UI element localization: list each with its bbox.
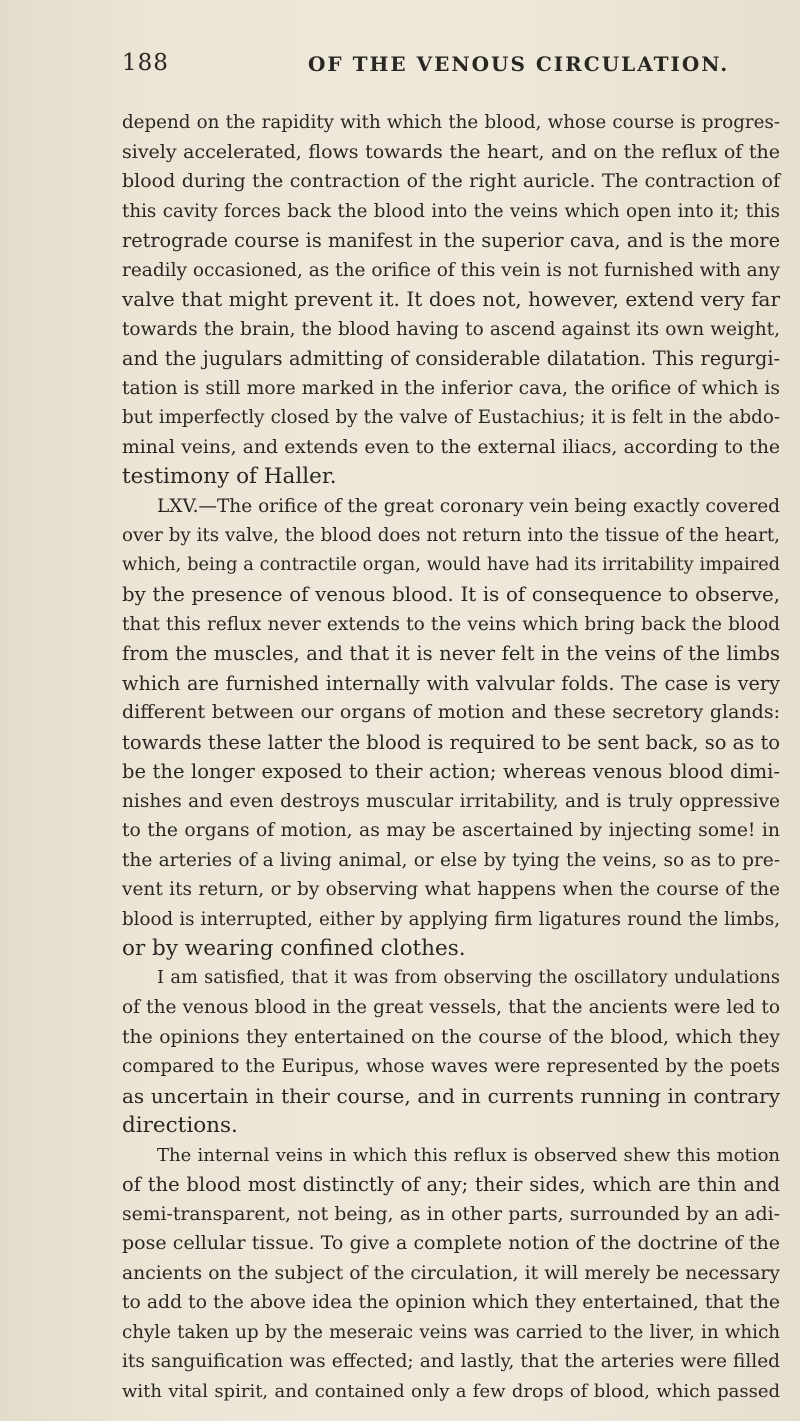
- text-line: valve that might prevent it. It does not, however, extend very far: [122, 287, 780, 311]
- text-line: this cavity forces back the blood into the veins which open into it; this: [122, 200, 780, 222]
- text-line: semi-transparent, not being, as in other parts, surrounded by an adi-: [122, 1203, 780, 1225]
- text-line: sively accelerated, flows towards the heart, and on the reflux of the: [122, 140, 780, 163]
- text-line: the opinions they entertained on the course of the blood, which they: [122, 1026, 780, 1048]
- text-line: different between our organs of motion and these secretory glands:: [122, 701, 780, 723]
- text-line: to add to the above idea the opinion which they entertained, that the: [122, 1292, 780, 1313]
- running-title: OF THE VENOUS CIRCULATION.: [308, 52, 730, 76]
- page-number: 188: [122, 50, 169, 76]
- text-line: be the longer exposed to their action; whereas venous blood dimi-: [122, 760, 780, 783]
- text-line: from the muscles, and that it is never felt in the veins of the limbs: [122, 642, 780, 665]
- running-head: [122, 50, 762, 84]
- text-line: I am satisfied, that it was from observing the oscillatory undulations: [157, 967, 780, 988]
- text-line: over by its valve, the blood does not return into the tissue of the heart,: [122, 525, 780, 546]
- body-text: [122, 108, 780, 1406]
- text-line: compared to the Euripus, whose waves were represented by the poets: [122, 1056, 780, 1077]
- text-line: towards these latter the blood is required to be sent back, so as to: [122, 730, 781, 754]
- text-line: and the jugulars admitting of considerable dilatation. This regurgi-: [122, 347, 780, 370]
- text-line: blood is interrupted, either by applying firm ligatures round the limbs,: [122, 908, 780, 930]
- text-line: LXV.—The orifice of the great coronary vein being exactly covered: [157, 495, 780, 517]
- text-line: minal veins, and extends even to the external iliacs, according to the: [122, 436, 780, 458]
- text-line: towards the brain, the blood having to ascend against its own weight,: [122, 318, 780, 340]
- text-line: its sanguification was effected; and lastly, that the arteries were filled: [122, 1351, 780, 1372]
- text-line: testimony of Haller.: [122, 464, 337, 489]
- text-line: pose cellular tissue. To give a complete notion of the doctrine of the: [122, 1232, 780, 1254]
- text-line: directions.: [122, 1113, 238, 1138]
- text-line: which are furnished internally with valvular folds. The case is very: [122, 671, 780, 695]
- text-line: the arteries of a living animal, or else by tying the veins, so as to pre-: [122, 849, 780, 871]
- text-line: which, being a contractile organ, would have had its irritability impaired: [122, 554, 780, 575]
- text-line: The internal veins in which this reflux is observed shew this motion: [157, 1144, 780, 1166]
- text-line: with vital spirit, and contained only a few drops of blood, which passed: [122, 1380, 780, 1402]
- text-line: tation is still more marked in the inferior cava, the orifice of which is: [122, 377, 780, 399]
- text-line: of the venous blood in the great vessels, that the ancients were led to: [122, 997, 780, 1018]
- text-line: blood during the contraction of the right auricle. The contraction of: [122, 170, 780, 192]
- text-line: vent its return, or by observing what happens when the course of the: [122, 879, 780, 900]
- text-line: nishes and even destroys muscular irritability, and is truly oppressive: [122, 790, 780, 812]
- text-line: that this reflux never extends to the veins which bring back the blood: [122, 613, 780, 635]
- text-line: of the blood most distinctly of any; their sides, which are thin and: [122, 1173, 780, 1196]
- text-line: to the organs of motion, as may be ascertained by injecting some! in: [122, 820, 780, 841]
- text-line: but imperfectly closed by the valve of Eustachius; it is felt in the abdo-: [122, 407, 780, 428]
- text-line: ancients on the subject of the circulation, it will merely be necessary: [122, 1262, 780, 1284]
- text-line: or by wearing confined clothes.: [122, 936, 466, 961]
- text-line: retrograde course is manifest in the superior cava, and is the more: [122, 229, 780, 252]
- text-line: readily occasioned, as the orifice of this vein is not furnished with any: [122, 259, 780, 281]
- text-line: as uncertain in their course, and in currents running in contrary: [122, 1083, 780, 1108]
- text-line: chyle taken up by the meseraic veins was carried to the liver, in which: [122, 1321, 780, 1343]
- text-line: depend on the rapidity with which the blood, whose course is progres-: [122, 112, 780, 133]
- text-line: by the presence of venous blood. It is of consequence to observe,: [122, 583, 780, 606]
